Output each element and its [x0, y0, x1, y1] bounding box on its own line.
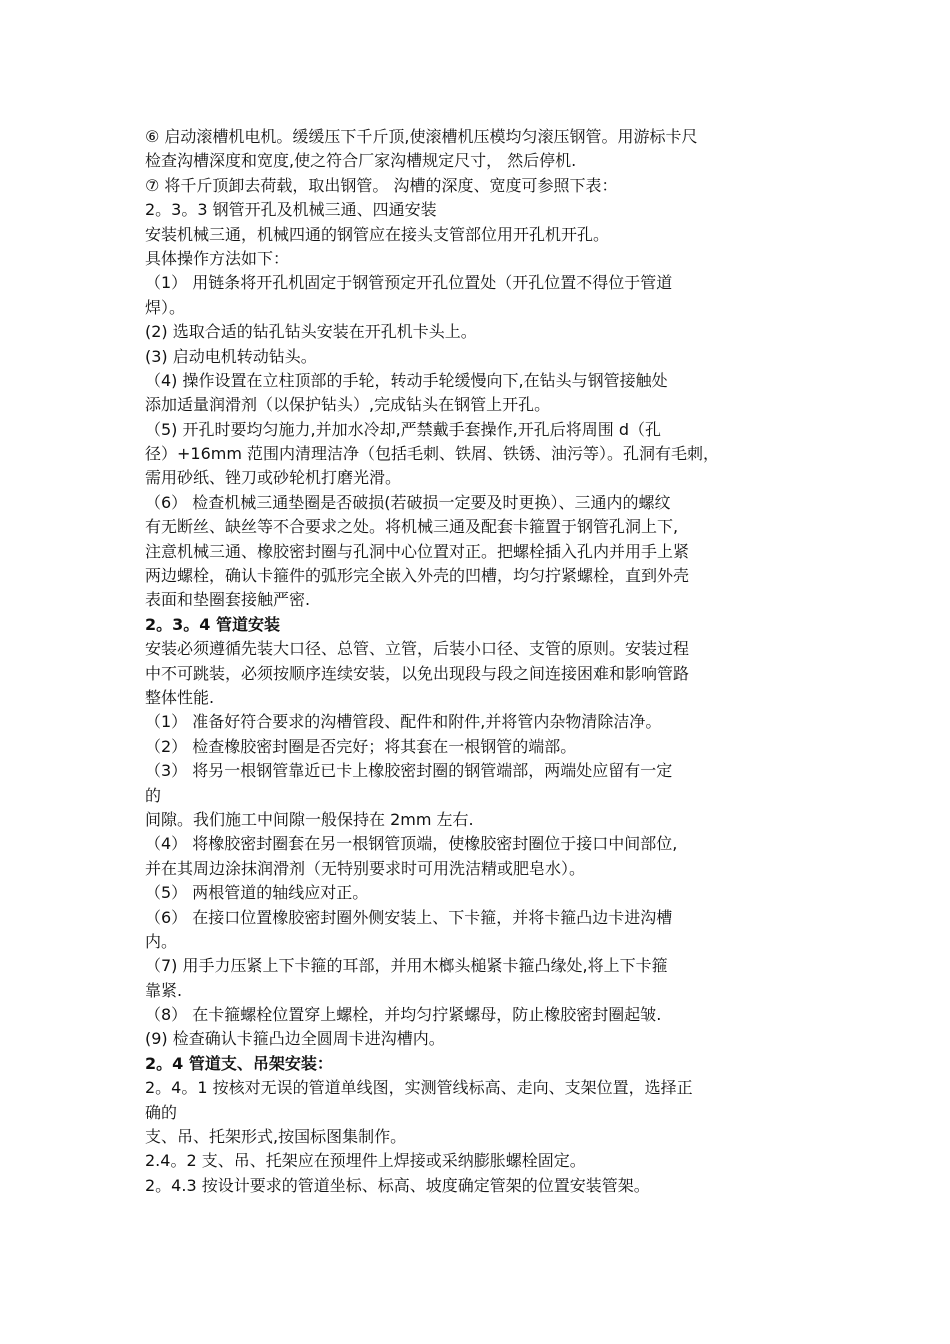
text-line: 间隙。我们施工中间隙一般保持在 2mm 左右. [145, 809, 474, 829]
text-line: 的 [145, 785, 162, 805]
text-line: （1） 准备好符合要求的沟槽管段、配件和附件,并将管内杂物清除洁净。 [145, 712, 662, 732]
text-line: 确的 [145, 1102, 178, 1122]
text-line: （6） 在接口位置橡胶密封圈外侧安装上、下卡箍，并将卡箍凸边卡进沟槽 [145, 907, 673, 927]
text-line: 内。 [145, 931, 178, 951]
text-line: （3） 将另一根钢管靠近已卡上橡胶密封圈的钢管端部，两端处应留有一定 [145, 761, 673, 781]
text-line: 有无断丝、缺丝等不合要求之处。将机械三通及配套卡箍置于钢管孔洞上下, [145, 517, 679, 537]
text-line: 添加适量润滑剂（以保护钻头）,完成钻头在钢管上开孔。 [145, 395, 551, 415]
text-line: ⑥ 启动滚槽机电机。缓缓压下千斤顶,使滚槽机压模均匀滚压钢管。用游标卡尺 [145, 127, 698, 146]
text-line: 安装机械三通，机械四通的钢管应在接头支管部位用开孔机开孔。 [145, 224, 610, 244]
document-body [145, 125, 825, 1198]
text-line: 并在其周边涂抹润滑剂（无特别要求时可用洗洁精或肥皂水）。 [145, 858, 586, 878]
text-line: 2.4。2 支、吊、托架应在预埋件上焊接或采纳膨胀螺栓固定。 [145, 1151, 586, 1171]
text-line: ⑦ 将千斤顶卸去荷载，取出钢管。 沟槽的深度、宽度可参照下表： [145, 175, 618, 195]
text-line: 检查沟槽深度和宽度,使之符合厂家沟槽规定尺寸， 然后停机. [145, 151, 577, 171]
text-line: 注意机械三通、橡胶密封圈与孔洞中心位置对正。把螺栓插入孔内并用手上紧 [145, 541, 690, 561]
text-line: （1） 用链条将开孔机固定于钢管预定开孔位置处（开孔位置不得位于管道 [145, 273, 673, 293]
text-line: 2。3。3 钢管开孔及机械三通、四通安装 [145, 200, 437, 220]
text-line: 表面和垫圈套接触严密. [145, 590, 311, 610]
section-heading: 2。4 管道支、吊架安装： [145, 1053, 333, 1073]
text-line: 整体性能. [145, 687, 215, 707]
text-line: （7) 用手力压紧上下卡箍的耳部，并用木榔头槌紧卡箍凸缘处,将上下卡箍 [145, 956, 668, 976]
text-line: (2) 选取合适的钻孔钻头安装在开孔机卡头上。 [145, 322, 477, 342]
text-line: （4) 操作设置在立柱顶部的手轮，转动手轮缓慢向下,在钻头与钢管接触处 [145, 370, 668, 390]
text-line: （5) 开孔时要均匀施力,并加水冷却,严禁戴手套操作,开孔后将周围 d（孔 [145, 419, 662, 439]
text-line: （5） 两根管道的轴线应对正。 [145, 883, 369, 903]
text-line: 具体操作方法如下： [145, 248, 290, 268]
text-line: （6） 检查机械三通垫圈是否破损(若破损一定要及时更换）、三通内的螺纹 [145, 492, 671, 512]
text-line: 安装必须遵循先装大口径、总管、立管，后装小口径、支管的原则。安装过程 [145, 639, 690, 659]
text-line: （2） 检查橡胶密封圈是否完好；将其套在一根钢管的端部。 [145, 736, 577, 756]
text-line: 支、吊、托架形式,按国标图集制作。 [145, 1127, 407, 1147]
text-line: 中不可跳装，必须按顺序连续安装，以免出现段与段之间连接困难和影响管路 [145, 663, 690, 683]
text-line: 两边螺栓，确认卡箍件的弧形完全嵌入外壳的凹槽，均匀拧紧螺栓，直到外壳 [145, 566, 690, 586]
text-line: （8） 在卡箍螺栓位置穿上螺栓，并均匀拧紧螺母，防止橡胶密封圈起皱. [145, 1005, 662, 1025]
text-line: 靠紧. [145, 980, 183, 1000]
section-heading: 2。3。4 管道安装 [145, 614, 280, 634]
text-line: 需用砂纸、锉刀或砂轮机打磨光滑。 [145, 468, 402, 488]
text-line: 径）+16mm 范围内清理洁净（包括毛刺、铁屑、铁锈、油污等）。孔洞有毛刺， [145, 444, 720, 464]
text-line: (3) 启动电机转动钻头。 [145, 346, 317, 366]
text-line: 焊）。 [145, 297, 186, 317]
text-line: 2。4.3 按设计要求的管道坐标、标高、坡度确定管架的位置安装管架。 [145, 1175, 650, 1195]
text-line: (9) 检查确认卡箍凸边全圆周卡进沟槽内。 [145, 1029, 445, 1049]
text-line: （4） 将橡胶密封圈套在另一根钢管顶端，使橡胶密封圈位于接口中间部位, [145, 834, 678, 854]
text-line: 2。4。1 按核对无误的管道单线图，实测管线标高、走向、支架位置，选择正 [145, 1078, 693, 1098]
